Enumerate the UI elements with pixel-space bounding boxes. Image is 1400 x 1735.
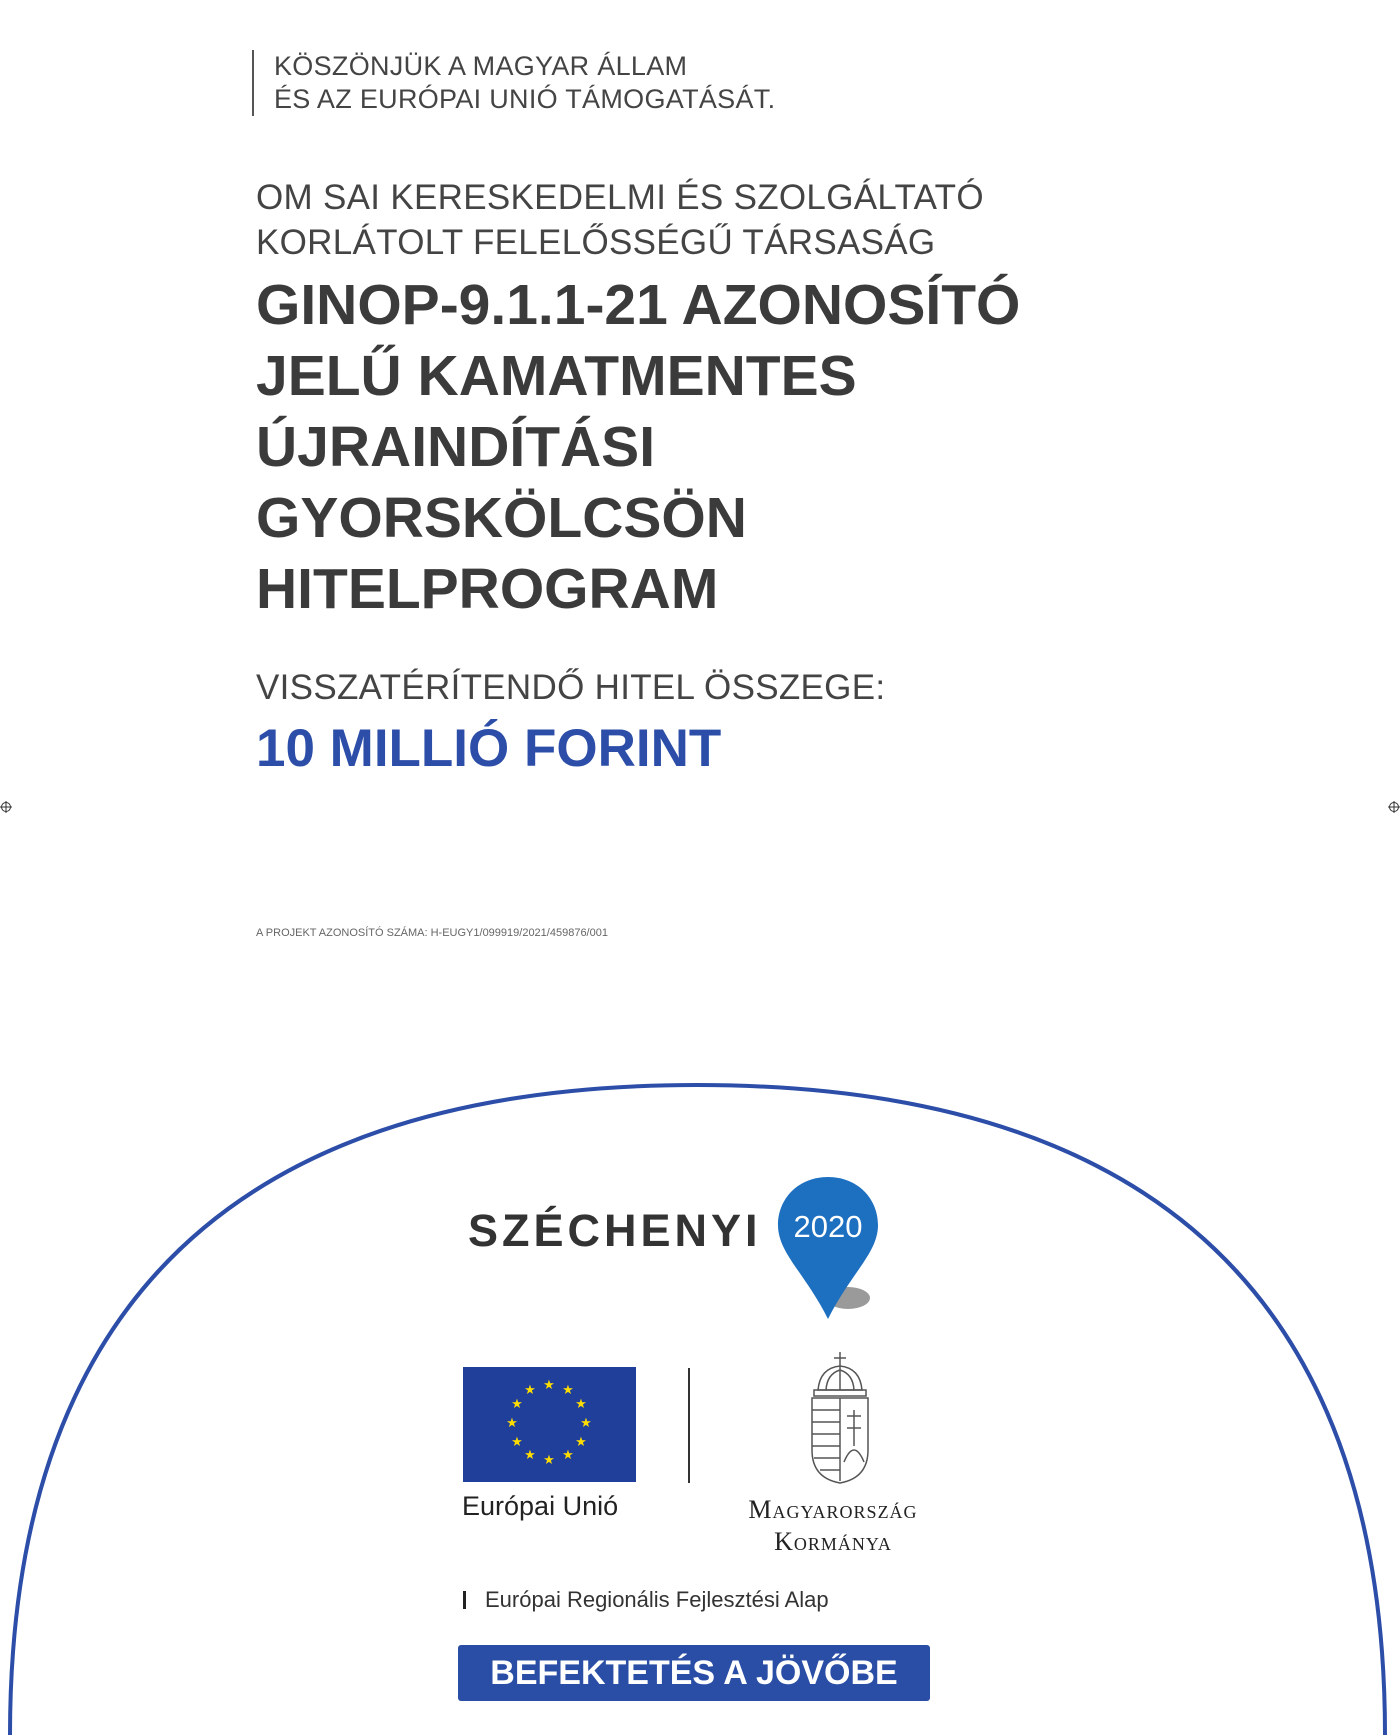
- szechenyi-logo-text: SZÉCHENYI: [468, 1205, 762, 1256]
- szechenyi-year: 2020: [793, 1209, 863, 1244]
- government-line-2: Kormánya: [774, 1527, 892, 1556]
- szechenyi-pin-icon: [773, 1173, 883, 1323]
- eu-stars-icon: [463, 1367, 636, 1482]
- eu-flag: [463, 1367, 636, 1482]
- government-line-1: Magyarország: [748, 1495, 918, 1524]
- logo-divider: [688, 1368, 690, 1483]
- loan-amount-label: VISSZATÉRÍTENDŐ HITEL ÖSSZEGE:: [256, 668, 886, 707]
- svg-text:★: ★: [575, 1397, 587, 1412]
- svg-text:★: ★: [524, 1383, 536, 1398]
- eu-label: Európai Unió: [462, 1491, 619, 1521]
- company-line-1: OM SAI KERESKEDELMI ÉS SZOLGÁLTATÓ: [256, 178, 984, 217]
- loan-amount: 10 MILLIÓ FORINT: [256, 719, 722, 778]
- invest-in-future-banner: BEFEKTETÉS A JÖVŐBE: [458, 1645, 930, 1701]
- program-line: GINOP-9.1.1-21 AZONOSÍTÓ: [256, 273, 1021, 337]
- thanks-line-1: KÖSZÖNJÜK A MAGYAR ÁLLAM: [274, 51, 688, 81]
- svg-text:★: ★: [562, 1448, 574, 1463]
- program-line: JELŰ KAMATMENTES: [256, 344, 857, 408]
- svg-text:★: ★: [511, 1397, 523, 1412]
- svg-text:★: ★: [524, 1448, 536, 1463]
- project-id: A PROJEKT AZONOSÍTÓ SZÁMA: H-EUGY1/099919/2021/459876/001: [256, 927, 608, 939]
- government-label: [718, 1494, 948, 1558]
- svg-text:★: ★: [580, 1416, 592, 1431]
- program-line: ÚJRAINDÍTÁSI: [256, 415, 656, 479]
- svg-text:★: ★: [543, 1453, 555, 1468]
- company-line-2: KORLÁTOLT FELELŐSSÉGŰ TÁRSASÁG: [256, 223, 936, 262]
- fund-label: Európai Regionális Fejlesztési Alap: [485, 1587, 829, 1612]
- thanks-line-2: ÉS AZ EURÓPAI UNIÓ TÁMOGATÁSÁT.: [274, 84, 776, 114]
- program-line: HITELPROGRAM: [256, 557, 719, 621]
- svg-text:★: ★: [543, 1378, 555, 1393]
- svg-text:★: ★: [575, 1435, 587, 1450]
- svg-text:★: ★: [506, 1416, 518, 1431]
- fund-bar: [463, 1591, 466, 1609]
- svg-text:★: ★: [562, 1383, 574, 1398]
- program-line: GYORSKÖLCSÖN: [256, 486, 747, 550]
- svg-text:★: ★: [511, 1435, 523, 1450]
- coat-of-arms-icon: [800, 1350, 880, 1485]
